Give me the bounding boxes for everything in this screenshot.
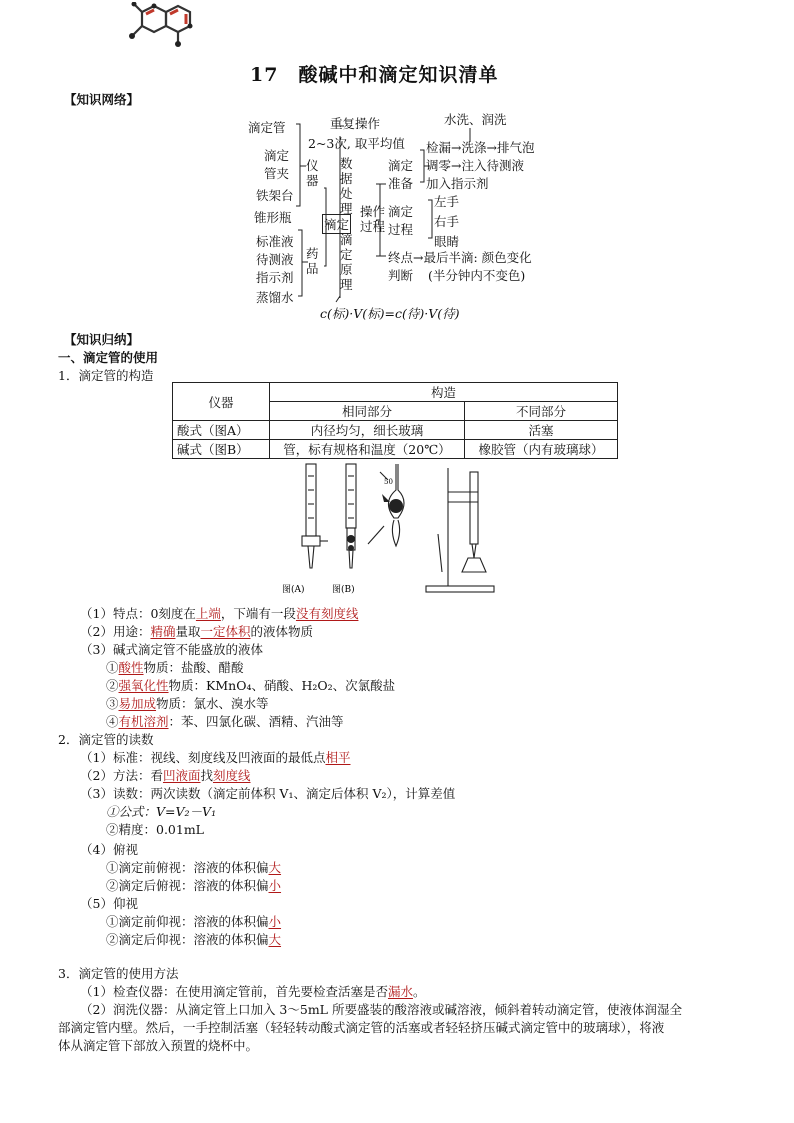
table-row-acid: 酸式（图A）	[173, 421, 270, 440]
drug-water: 蒸馏水	[256, 290, 294, 305]
table-same-1: 内径均匀，细长玻璃	[270, 421, 465, 440]
add-indicator-step: 加入指示剂	[426, 176, 489, 191]
section-knowledge-induction: 【知识归纳】	[64, 332, 140, 347]
limit-addition	[106, 694, 269, 712]
balance-formula: c(标)·V(标)=c(待)·V(待)	[320, 306, 460, 321]
titration-principle: 滴定原理	[340, 232, 353, 292]
drug-standard: 标准液	[256, 234, 294, 249]
feature-pre: （1）特点：0刻度在	[80, 606, 196, 621]
reading-standard-text: （1）标准：视线、刻度线及凹液面的最低点	[80, 750, 326, 765]
instruments-label: 仪器	[306, 158, 319, 188]
table-same-2: 管，标有规格和温度（20℃）	[270, 440, 465, 459]
section-knowledge-network: 【知识网络】	[64, 92, 140, 107]
table-diff-acid: 活塞	[465, 421, 618, 440]
heading-burette-structure: 1．滴定管的构造	[58, 368, 154, 383]
lookup-before-red: 小	[268, 914, 282, 929]
data-processing: 数据处理	[340, 156, 353, 216]
table-header-instrument: 仪器	[173, 383, 270, 421]
table-header-diff: 不同部分	[465, 402, 618, 421]
operation-process: 操作过程	[360, 204, 386, 234]
figure-label-a: 图(A)	[282, 585, 305, 595]
method-check-red: 漏水	[387, 984, 413, 999]
overlook-before-text: ①滴定前俯视：溶液的体积偏	[106, 860, 269, 875]
usage-post: 的液体物质	[250, 624, 314, 639]
feature-red-2: 没有刻度线	[295, 606, 359, 621]
base-burette-limits: （3）碱式滴定管不能盛放的液体	[80, 642, 263, 657]
overlook-before-red: 大	[268, 860, 282, 875]
leak-check-step: 检漏→洗涤→排气泡	[426, 140, 535, 155]
drug-test: 待测液	[256, 252, 294, 267]
table-header-same: 相同部分	[270, 402, 465, 421]
lookup-after-text: ②滴定后仰视：溶液的体积偏	[106, 932, 269, 947]
method-check	[80, 982, 426, 1000]
overlook-after	[106, 876, 281, 894]
table-header-structure: 构造	[270, 383, 618, 402]
reading-standard	[80, 748, 350, 766]
figure-label-b: 图(B)	[332, 585, 355, 595]
drugs-label: 药品	[306, 246, 319, 276]
usage-mid: 量取	[175, 624, 201, 639]
prep-label-1: 滴定	[388, 158, 414, 173]
limit-oxidizer-num: ②	[106, 678, 119, 693]
burette-usage	[80, 622, 313, 640]
limit-oxidizer-text: 物质：KMnO₄、硝酸、H₂O₂、次氯酸盐	[168, 678, 396, 693]
limit-solvent	[106, 712, 344, 730]
reading-standard-red: 相平	[325, 750, 351, 765]
burette-structure-table	[172, 382, 618, 459]
method-rinse-line-3: 体从滴定管下部放入预置的烧杯中。	[58, 1038, 259, 1053]
limit-solvent-text: ：苯、四氯化碳、酒精、汽油等	[168, 714, 344, 729]
limit-oxidizer	[106, 676, 395, 694]
method-check-text: （1）检查仪器：在使用滴定管前，首先要检查活塞是否	[80, 984, 388, 999]
left-hand: 左手	[434, 194, 460, 209]
process-label-1: 滴定	[388, 204, 414, 219]
judge-detail: (半分钟内不变色)	[428, 268, 526, 283]
page-title: 17 酸碱中和滴定知识清单	[250, 64, 499, 86]
limit-acid	[106, 658, 244, 676]
reading-method-red-2: 刻度线	[213, 768, 251, 783]
endpoint: 终点→最后半滴: 颜色变化	[388, 250, 532, 265]
reading-formula: ①公式：V=V₂－V₁	[106, 804, 217, 819]
wash-step: 水洗、润洗	[444, 112, 507, 127]
heading-burette-use: 一、滴定管的使用	[58, 350, 159, 365]
usage-pre: （2）用途：	[80, 624, 151, 639]
zeroing-step: 调零→注入待测液	[426, 158, 524, 173]
method-check-end: 。	[412, 984, 426, 999]
feature-mid: ，下端有一段	[220, 606, 296, 621]
instrument-clamp-1: 滴定	[264, 148, 290, 163]
usage-red-1: 精确	[150, 624, 176, 639]
instrument-stand: 铁架台	[256, 188, 294, 203]
usage-red-2: 一定体积	[200, 624, 251, 639]
reading-values: （3）读数：两次读数（滴定前体积 V₁、滴定后体积 V₂），计算差值	[80, 786, 456, 801]
table-row-base: 碱式（图B）	[173, 440, 270, 459]
knowledge-network-diagram	[240, 106, 550, 322]
limit-addition-text: 物质：氯水、溴水等	[156, 696, 269, 711]
instrument-clamp-2: 管夹	[264, 166, 290, 181]
limit-acid-num: ①	[106, 660, 119, 675]
reading-method-red-1: 凹液面	[162, 768, 201, 783]
limit-addition-red: 易加成	[118, 696, 157, 711]
limit-addition-num: ③	[106, 696, 119, 711]
method-rinse-line-1: （2）润洗仪器：从滴定管上口加入 3～5mL 所要盛装的酸溶液或碱溶液，倾斜着转动滴定管，使液体润湿全	[80, 1002, 682, 1017]
eyes: 眼睛	[434, 234, 460, 249]
limit-acid-red: 酸性	[118, 660, 144, 675]
judge-label: 判断	[388, 268, 414, 283]
overlook-before	[106, 858, 281, 876]
limit-solvent-num: ④	[106, 714, 119, 729]
burette-feature	[80, 604, 358, 622]
burette-illustration	[272, 462, 522, 602]
limit-acid-text: 物质：盐酸、醋酸	[143, 660, 244, 675]
reading-method	[80, 766, 251, 784]
lookup-before	[106, 912, 281, 930]
reading-precision: ②精度：0.01mL	[106, 822, 204, 837]
prep-label-2: 准备	[388, 176, 414, 191]
right-hand: 右手	[434, 214, 460, 229]
overlook-heading: （4）俯视	[80, 842, 138, 857]
process-label-2: 过程	[388, 222, 414, 237]
drug-indicator: 指示剂	[256, 270, 294, 285]
lookup-heading: （5）仰视	[80, 896, 138, 911]
center-titration: 滴定	[322, 214, 351, 234]
repeat-operation: 重复操作	[330, 116, 381, 131]
repeat-detail: 2~3次, 取平均值	[308, 136, 405, 151]
table-diff-base: 橡胶管（内有玻璃球）	[465, 440, 618, 459]
heading-burette-reading: 2．滴定管的读数	[58, 732, 154, 747]
overlook-after-red: 小	[268, 878, 282, 893]
molecule-logo-icon	[120, 2, 200, 54]
limit-oxidizer-red: 强氧化性	[118, 678, 169, 693]
lookup-before-text: ①滴定前仰视：溶液的体积偏	[106, 914, 269, 929]
reading-method-pre: （2）方法：看	[80, 768, 163, 783]
limit-solvent-red: 有机溶剂	[118, 714, 169, 729]
heading-burette-method: 3．滴定管的使用方法	[58, 966, 179, 981]
lookup-after-red: 大	[268, 932, 282, 947]
feature-red-1: 上端	[195, 606, 221, 621]
instrument-flask: 锥形瓶	[254, 210, 292, 225]
instrument-burette: 滴定管	[248, 120, 286, 135]
reading-method-mid: 找	[200, 768, 213, 783]
overlook-after-text: ②滴定后俯视：溶液的体积偏	[106, 878, 269, 893]
method-rinse-line-2: 部滴定管内壁。然后，一手控制活塞（轻轻转动酸式滴定管的活塞或者轻轻挤压碱式滴定管中的玻璃球），将液	[58, 1020, 665, 1035]
lookup-after	[106, 930, 281, 948]
figure-scale-50: 50	[384, 478, 393, 486]
